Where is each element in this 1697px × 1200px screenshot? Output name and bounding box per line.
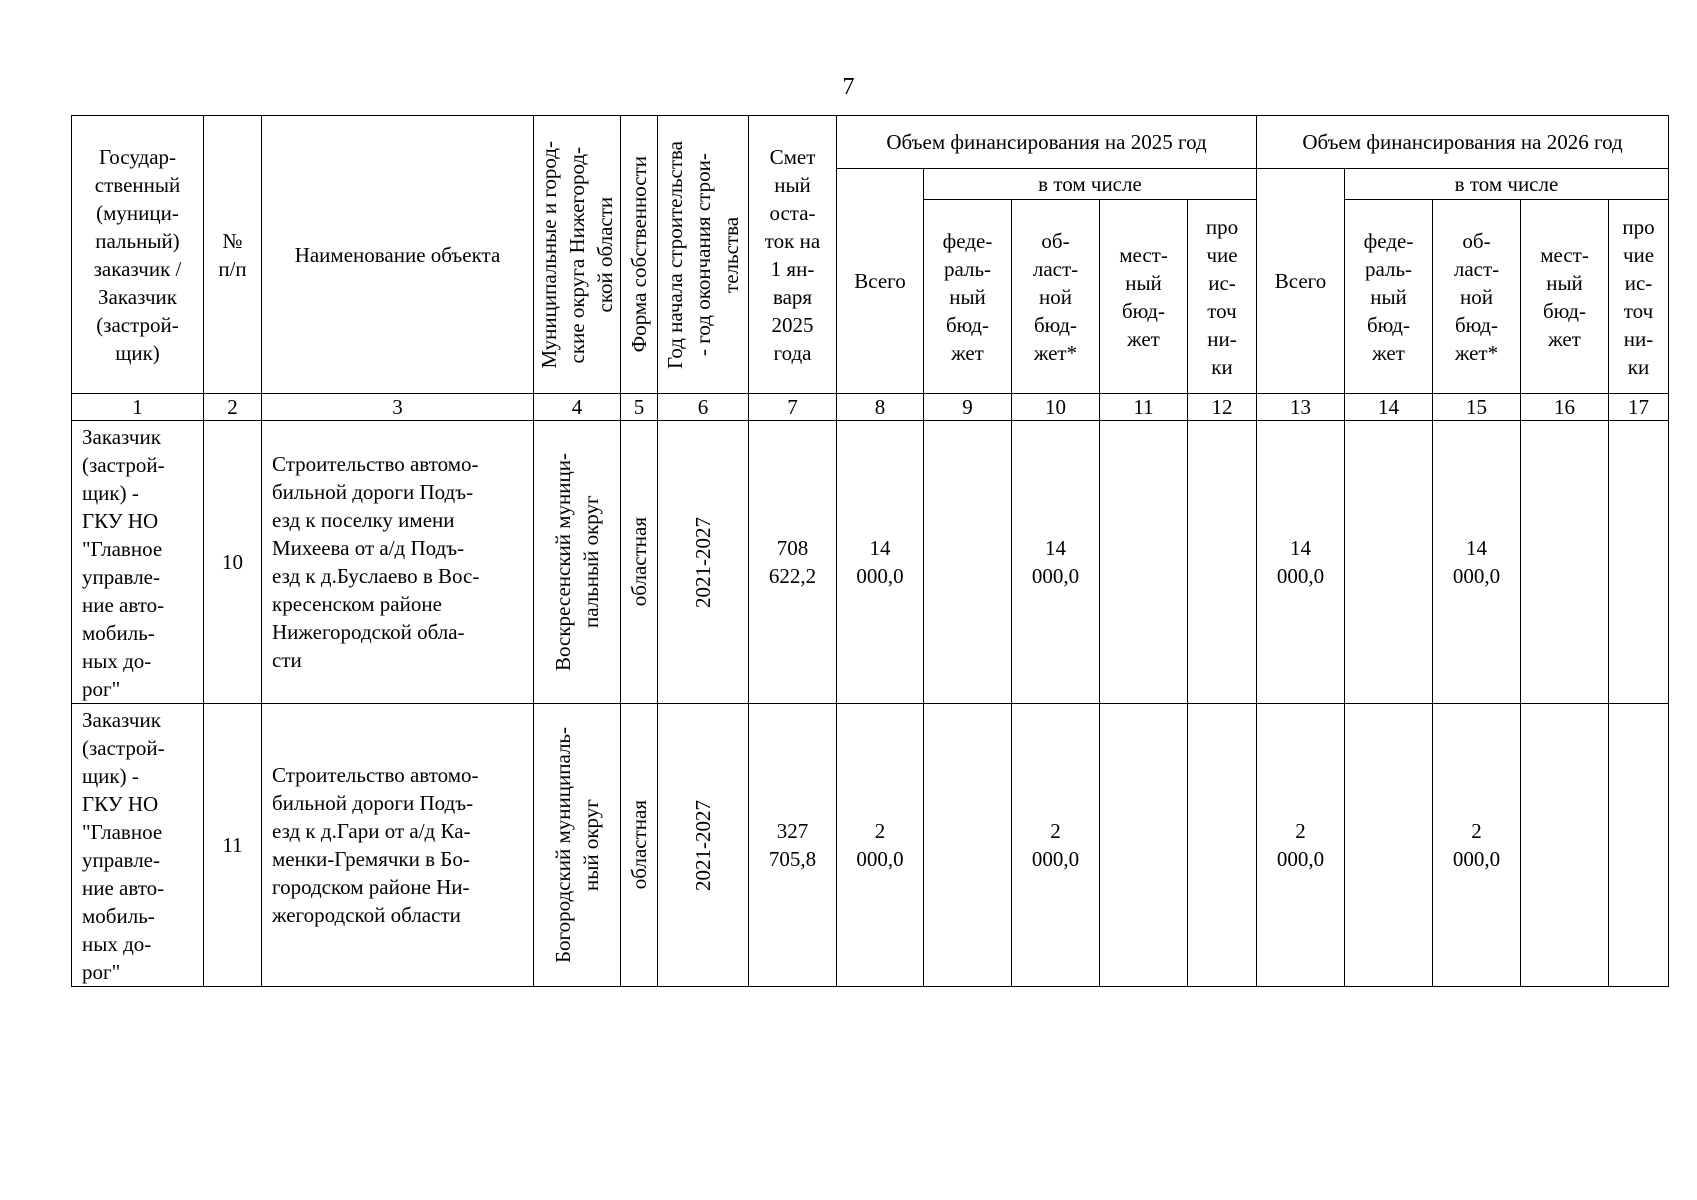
row-municipality — [534, 704, 621, 987]
header-other-2026: про чие ис- точ ни- ки — [1609, 200, 1669, 394]
row-local-2026 — [1521, 421, 1609, 704]
row-ownership-text: областная — [627, 517, 651, 607]
header-other-2025: про чие ис- точ ни- ки — [1188, 200, 1257, 394]
header-regional-2025: об- ласт- ной бюд- жет* — [1012, 200, 1100, 394]
column-number: 12 — [1188, 394, 1257, 421]
row-regional-2026: 2 000,0 — [1433, 704, 1521, 987]
row-other-2026 — [1609, 421, 1669, 704]
row-remainder: 708 622,2 — [749, 421, 837, 704]
row-object-name: Строительство автомо- бильной дороги Подъ- езд к д.Гари от а/д Ка- менки-Гремячки в Бо- городском районе Ни- жегородской области — [262, 704, 534, 987]
row-years-text: 2021-2027 — [691, 799, 715, 891]
column-number: 2 — [204, 394, 262, 421]
row-ownership — [621, 421, 658, 704]
financing-table — [71, 115, 1669, 987]
header-regional-2026: об- ласт- ной бюд- жет* — [1433, 200, 1521, 394]
column-number: 13 — [1257, 394, 1345, 421]
header-federal-2026: феде- раль- ный бюд- жет — [1345, 200, 1433, 394]
column-number: 11 — [1100, 394, 1188, 421]
row-federal-2026 — [1345, 421, 1433, 704]
column-number: 14 — [1345, 394, 1433, 421]
row-num: 10 — [204, 421, 262, 704]
row-federal-2026 — [1345, 704, 1433, 987]
row-customer: Заказчик (застрой- щик) - ГКУ НО "Главное управле- ние авто- мобиль- ных до- рог" — [72, 421, 204, 704]
column-number: 1 — [72, 394, 204, 421]
row-regional-2025: 2 000,0 — [1012, 704, 1100, 987]
header-total-2026: Всего — [1257, 169, 1345, 394]
row-ownership — [621, 704, 658, 987]
header-federal-2025: феде- раль- ный бюд- жет — [924, 200, 1012, 394]
column-number: 9 — [924, 394, 1012, 421]
column-number: 17 — [1609, 394, 1669, 421]
page-number: 7 — [842, 74, 855, 100]
column-number: 10 — [1012, 394, 1100, 421]
row-regional-2026: 14 000,0 — [1433, 421, 1521, 704]
column-number: 16 — [1521, 394, 1609, 421]
column-number-row — [72, 394, 1669, 421]
header-num: № п/п — [204, 116, 262, 394]
header-local-2026: мест- ный бюд- жет — [1521, 200, 1609, 394]
row-local-2025 — [1100, 704, 1188, 987]
row-total-2026: 14 000,0 — [1257, 421, 1345, 704]
column-number: 7 — [749, 394, 837, 421]
header-object-name: Наименование объекта — [262, 116, 534, 394]
table-row — [72, 704, 1669, 987]
row-remainder: 327 705,8 — [749, 704, 837, 987]
table-row — [72, 421, 1669, 704]
column-number: 3 — [262, 394, 534, 421]
header-customer: Государ- ственный (муници- пальный) заказчик / Заказчик (застрой- щик) — [72, 116, 204, 394]
row-municipality-text: Богородский муниципаль- ный округ — [551, 726, 603, 963]
header-including-2026: в том числе — [1345, 169, 1669, 200]
row-local-2026 — [1521, 704, 1609, 987]
header-row-1 — [72, 116, 1669, 169]
column-number: 15 — [1433, 394, 1521, 421]
header-remainder: Смет ный оста- ток на 1 ян- варя 2025 года — [749, 116, 837, 394]
row-customer: Заказчик (застрой- щик) - ГКУ НО "Главное управле- ние авто- мобиль- ных до- рог" — [72, 704, 204, 987]
row-federal-2025 — [924, 421, 1012, 704]
header-total-2025: Всего — [837, 169, 924, 394]
header-fin-2025: Объем финансирования на 2025 год — [837, 116, 1257, 169]
column-number: 4 — [534, 394, 621, 421]
column-number: 6 — [658, 394, 749, 421]
row-total-2026: 2 000,0 — [1257, 704, 1345, 987]
row-total-2025: 2 000,0 — [837, 704, 924, 987]
header-municipality-text: Муниципальные и город- ские округа Нижегород- ской области — [537, 140, 617, 369]
header-years-text: Год начала строительства - год окончания строи- тельства — [663, 140, 743, 369]
row-municipality — [534, 421, 621, 704]
header-ownership — [621, 116, 658, 394]
row-object-name: Строительство автомо- бильной дороги Подъ- езд к поселку имени Михеева от а/д Подъ- езд к д.Буслаево в Вос- кресенском районе Нижегородской обла- сти — [262, 421, 534, 704]
header-ownership-text: Форма собственности — [627, 156, 651, 353]
row-years-text: 2021-2027 — [691, 516, 715, 608]
row-num: 11 — [204, 704, 262, 987]
column-number: 8 — [837, 394, 924, 421]
row-total-2025: 14 000,0 — [837, 421, 924, 704]
row-years — [658, 704, 749, 987]
row-municipality-text: Воскресенский муници- пальный округ — [551, 452, 603, 672]
header-local-2025: мест- ный бюд- жет — [1100, 200, 1188, 394]
row-regional-2025: 14 000,0 — [1012, 421, 1100, 704]
row-years — [658, 421, 749, 704]
header-fin-2026: Объем финансирования на 2026 год — [1257, 116, 1669, 169]
row-local-2025 — [1100, 421, 1188, 704]
row-other-2025 — [1188, 421, 1257, 704]
row-ownership-text: областная — [627, 800, 651, 890]
header-including-2025: в том числе — [924, 169, 1257, 200]
row-federal-2025 — [924, 704, 1012, 987]
row-other-2026 — [1609, 704, 1669, 987]
header-municipality — [534, 116, 621, 394]
row-other-2025 — [1188, 704, 1257, 987]
header-years — [658, 116, 749, 394]
column-number: 5 — [621, 394, 658, 421]
